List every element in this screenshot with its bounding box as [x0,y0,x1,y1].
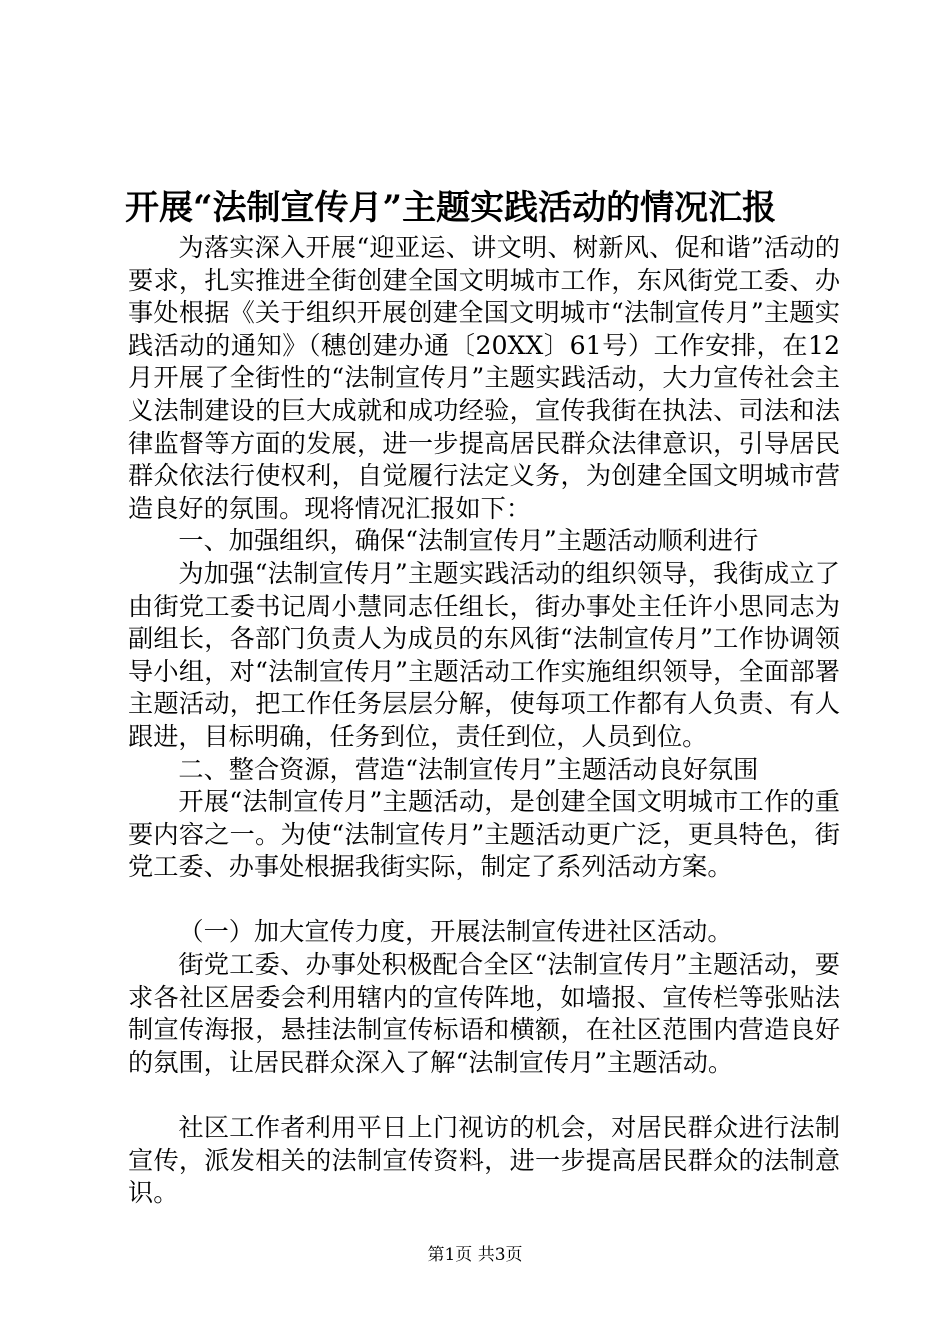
paragraph-spacer [128,884,840,917]
paragraph-resources: 开展“法制宣传月”主题活动，是创建全国文明城市工作的重要内容之一。为使“法制宣传月”主题活动更广泛，更具特色，街党工委、办事处根据我街实际，制定了系列活动方案。 [128,787,840,882]
subsection-heading-1: （一）加大宣传力度，开展法制宣传进社区活动。 [178,917,733,947]
paragraph-intro: 为落实深入开展“迎亚运、讲文明、树新风、促和谐”活动的要求，扎实推进全街创建全国文明城市工作，东风街党工委、办事处根据《关于组织开展创建全国文明城市“法制宣传月”主题实践活动的通知》（穗创建办通〔20XX〕61号）工作安排，在12月开展了全街性的“法制宣传月”主题实践活动，大力宣传社会主义法制建设的巨大成就和成功经验，宣传我街在执法、司法和法律监督等方面的发展，进一步提高居民群众法律意识，引导居民群众依法行使权利，自觉履行法定义务，为创建全国文明城市营造良好的氛围。现将情况汇报如下： [128,233,840,523]
page-number-footer: 第1页 共3页 [427,1245,523,1265]
section-heading-2: 二、整合资源，营造“法制宣传月”主题活动良好氛围 [178,754,759,784]
document-body [128,232,840,1210]
paragraph-spacer [128,1079,840,1112]
document-title: 开展“法制宣传月”主题实践活动的情况汇报 [125,188,777,228]
paragraph-community-publicity: 街党工委、办事处积极配合全区“法制宣传月”主题活动，要求各社区居委会利用辖内的宣传阵地，如墙报、宣传栏等张贴法制宣传海报，悬挂法制宣传标语和横额，在社区范围内营造良好的氛围，让居民群众深入了解“法制宣传月”主题活动。 [128,950,840,1077]
paragraph-community-workers: 社区工作者利用平日上门视访的机会，对居民群众进行法制宣传，派发相关的法制宣传资料，进一步提高居民群众的法制意识。 [128,1113,840,1208]
paragraph-organization: 为加强“法制宣传月”主题实践活动的组织领导，我街成立了由街党工委书记周小慧同志任组长，街办事处主任许小思同志为副组长，各部门负责人为成员的东风街“法制宣传月”工作协调领导小组，对“法制宣传月”主题活动工作实施组织领导，全面部署主题活动，把工作任务层层分解，使每项工作都有人负责、有人跟进，目标明确，任务到位，责任到位，人员到位。 [128,558,840,751]
section-heading-1: 一、加强组织，确保“法制宣传月”主题活动顺利进行 [178,526,759,556]
